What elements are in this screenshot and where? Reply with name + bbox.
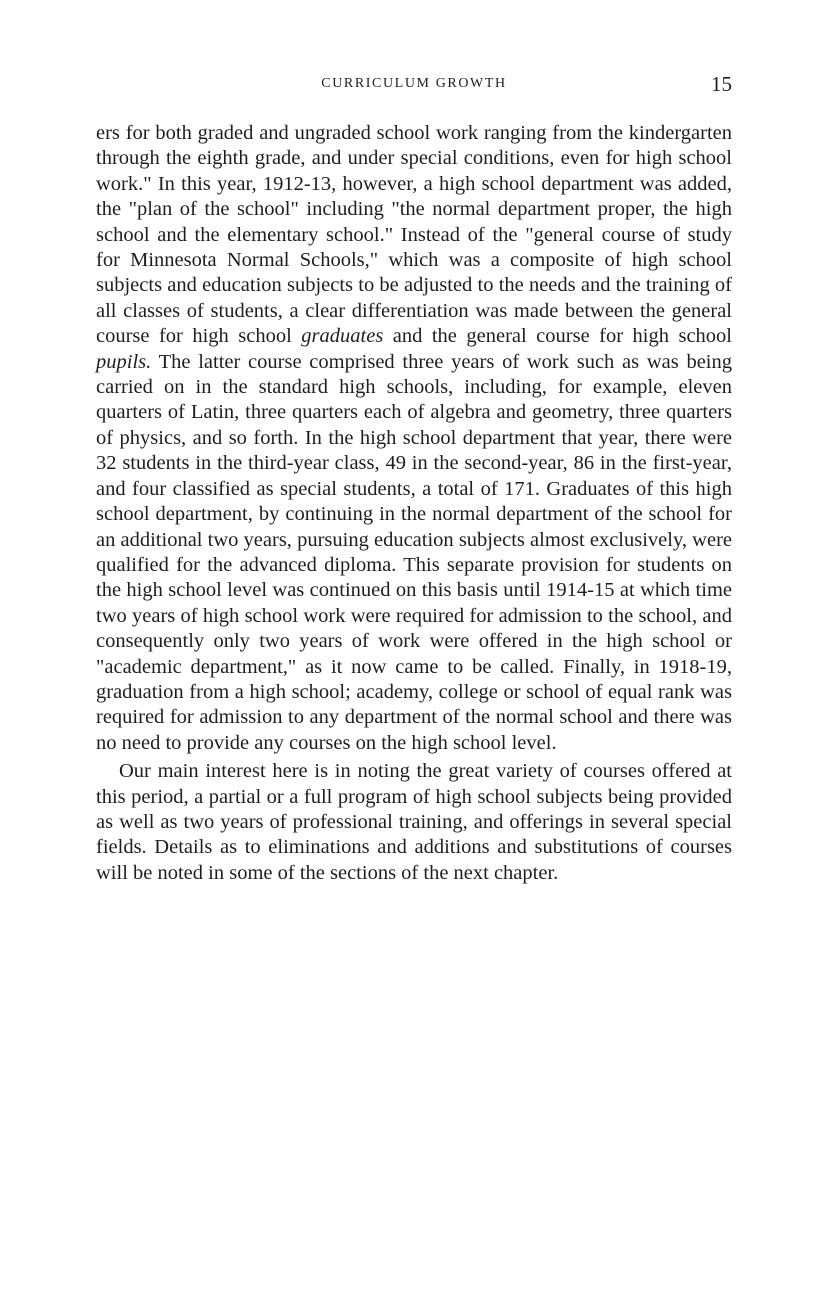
running-title: CURRICULUM GROWTH <box>321 76 507 91</box>
page-number: 15 <box>711 72 732 96</box>
running-head <box>96 72 732 102</box>
emphasis-graduates: graduates <box>301 325 384 348</box>
emphasis-pupils: pupils. <box>96 350 152 373</box>
paragraph-1-text-part-1: ers for both graded and ungraded school work ranging from the kindergarten through the eighth grade, and under special conditions, even for high school work." In this year, 1912-13, however, a high school department was added, the "plan of the school" including "the normal department proper, the high school and the elementary school." Instead of the "general course of study for Minnesota Normal Schools," which was a composite of high school subjects and education subjects to be adjusted to the needs and the training of all classes of students, a clear differentiation was made between the general course for high school <box>96 122 732 348</box>
paragraph-1-text-part-2: and the general course for high school <box>383 325 732 348</box>
paragraph-1-text-part-3: The latter course comprised three years of work such as was being carried on in the standard high schools, including, for example, eleven quarters of Latin, three quarters each of algebra and geometry, three quarters of physics, and so forth. In the high school department that year, there were 32 students in the third-year class, 49 in the second-year, 86 in the first-year, and four classified as special students, a total of 171. Graduates of this high school department, by continuing in the normal department of the school for an additional two years, pursuing education subjects almost exclusively, were qualified for the advanced diploma. This separate provision for students on the high school level was continued on this basis until 1914-15 at which time two years of high school work were required for admission to the school, and consequently only two years of work were offered in the high school or "academic department," as it now came to be called. Finally, in 1918-19, graduation from a high school; academy, college or school of equal rank was required for admission to any department of the normal school and there was no need to provide any courses on the high school level. <box>96 350 732 754</box>
body-text <box>96 121 732 886</box>
paragraph-1 <box>96 121 732 756</box>
paragraph-2: Our main interest here is in noting the great variety of courses offered at this period, a partial or a full program of high school subjects being provided as well as two years of professional training, and offerings in several special fields. Details as to eliminations and additions and substitutions of courses will be noted in some of the sections of the next chapter. <box>96 760 732 884</box>
